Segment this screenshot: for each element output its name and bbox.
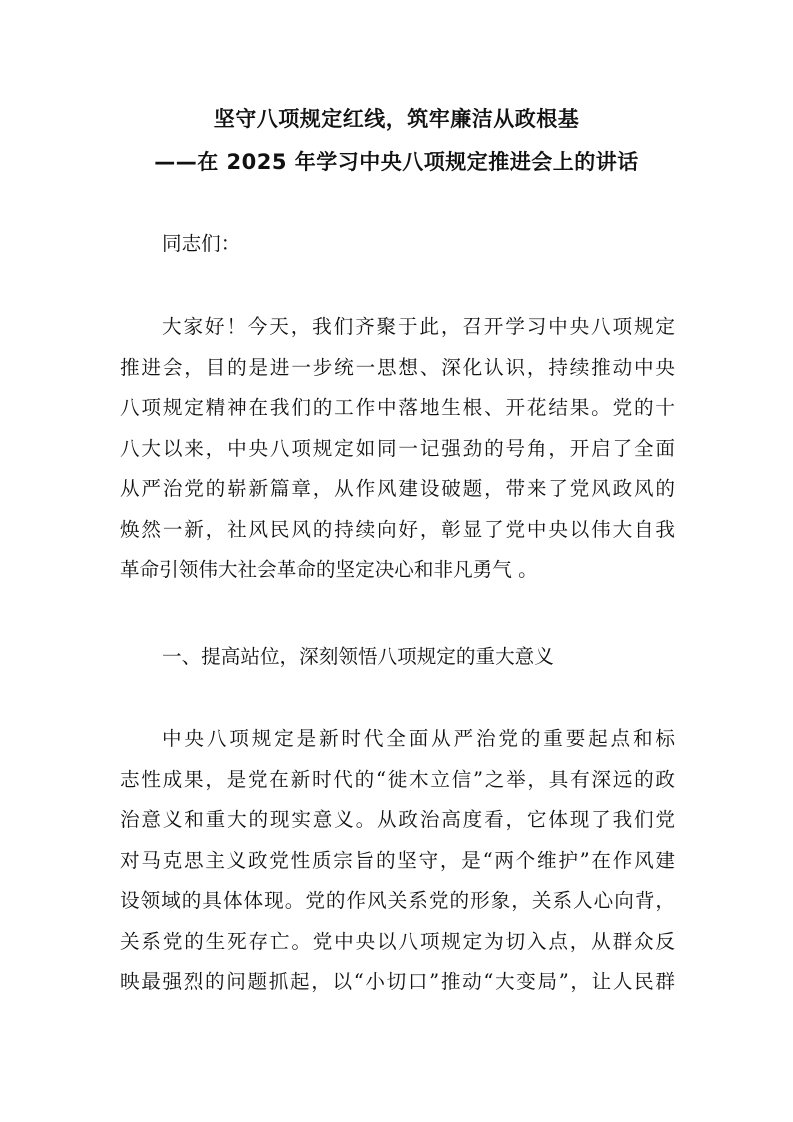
paragraph-line: 志性成果，是党在新时代的“徙木立信”之举，具有深远的政 xyxy=(120,767,675,791)
section-heading-paragraph xyxy=(120,637,675,678)
paragraph-line: 大家好！今天，我们齐聚于此，召开学习中央八项规定 xyxy=(162,315,675,338)
paragraph-line: 推进会，目的是进一步统一思想、深化认识，持续推动中央 xyxy=(120,355,675,379)
paragraph-line: 革命引领伟大社会革命的坚定决心和非凡勇气 。 xyxy=(120,558,538,581)
salutation: 同志们： xyxy=(162,232,241,255)
section-heading: 一、提高站位，深刻领悟八项规定的重大意义 xyxy=(162,645,554,668)
paragraph-line: 关系党的生死存亡。党中央以八项规定为切入点，从群众反 xyxy=(120,929,675,953)
salutation-paragraph xyxy=(120,224,675,265)
paragraph-line: 中央八项规定是新时代全面从严治党的重要起点和标 xyxy=(162,727,675,750)
paragraph-line: 八大以来，中央八项规定如同一记强劲的号角，开启了全面 xyxy=(120,436,675,460)
document-subtitle: ——在 2025 年学习中央八项规定推进会上的讲话 xyxy=(154,150,639,174)
document-title: 坚守八项规定红线，筑牢廉洁从政根基 xyxy=(213,107,580,131)
paragraph-line: 焕然一新，社风民风的持续向好，彰显了党中央以伟大自我 xyxy=(120,517,675,541)
paragraph-line: 设领域的具体体现。党的作风关系党的形象，关系人心向背， xyxy=(120,889,675,912)
paragraph-line: 八项规定精神在我们的工作中落地生根、开花结果。党的十 xyxy=(120,396,675,419)
paragraph-line: 对马克思主义政党性质宗旨的坚守，是“两个维护”在作风建 xyxy=(120,848,675,872)
paragraph-line: 治意义和重大的现实意义。从政治高度看，它体现了我们党 xyxy=(120,808,675,831)
intro-paragraph xyxy=(120,307,675,591)
paragraph-line: 从严治党的崭新篇章，从作风建设破题，带来了党风政风的 xyxy=(120,477,675,500)
paragraph-line: 映最强烈的问题抓起，以“小切口”推动“大变局”，让人民群 xyxy=(120,970,675,993)
significance-paragraph xyxy=(120,719,675,1003)
